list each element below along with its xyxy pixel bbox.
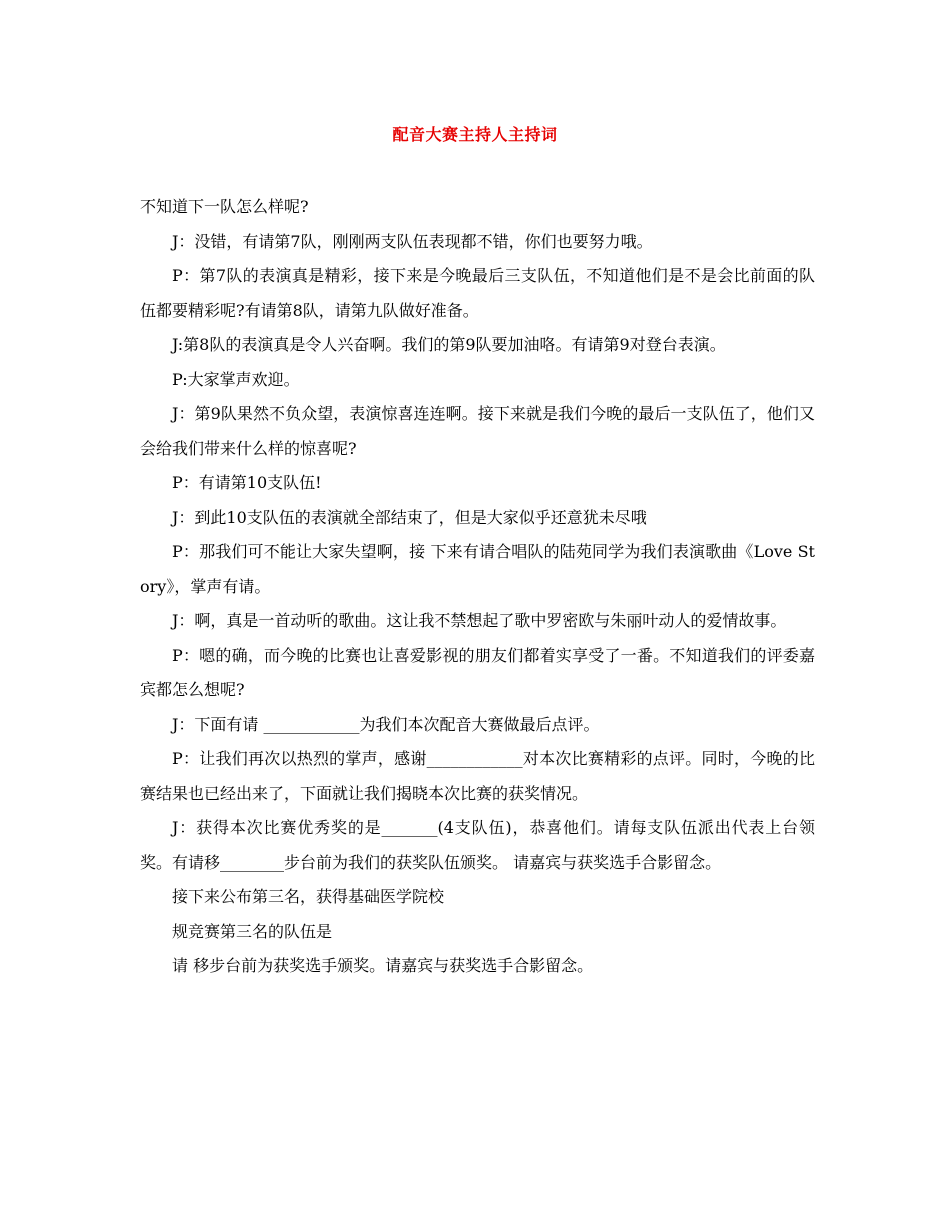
paragraph: P：嗯的确，而今晚的比赛也让喜爱影视的朋友们都着实享受了一番。不知道我们的评委嘉宾都怎么想呢? bbox=[140, 645, 815, 699]
paragraph: P：让我们再次以热烈的掌声，感谢____________对本次比赛精彩的点评。同时，今晚的比赛结果也已经出来了，下面就让我们揭晓本次比赛的获奖情况。 bbox=[140, 749, 815, 803]
paragraph: J：到此10支队伍的表演就全部结束了，但是大家似乎还意犹未尽哦 bbox=[172, 507, 647, 527]
paragraph: 规竞赛第三名的队伍是 bbox=[172, 921, 333, 941]
paragraph: J：第9队果然不负众望，表演惊喜连连啊。接下来就是我们今晚的最后一支队伍了，他们又会给我们带来什么样的惊喜呢? bbox=[140, 404, 815, 458]
paragraph: P：有请第10支队伍! bbox=[172, 473, 322, 492]
paragraph: 接下来公布第三名，获得基础医学院校 bbox=[172, 887, 445, 906]
paragraph: 不知道下一队怎么样呢? bbox=[140, 197, 309, 216]
paragraph: P：第7队的表演真是精彩，接下来是今晚最后三支队伍，不知道他们是不是会比前面的队伍都要精彩呢?有请第8队，请第九队做好准备。 bbox=[140, 266, 815, 320]
paragraph: J：啊，真是一首动听的歌曲。这让我不禁想起了歌中罗密欧与朱丽叶动人的爱情故事。 bbox=[172, 611, 787, 630]
paragraph: 请 移步台前为获奖选手颁奖。请嘉宾与获奖选手合影留念。 bbox=[172, 956, 594, 975]
paragraph: P:大家掌声欢迎。 bbox=[172, 369, 300, 389]
document-title: 配音大赛主持人主持词 bbox=[392, 125, 558, 144]
paragraph: J:第8队的表演真是令人兴奋啊。我们的第9队要加油咯。有请第9对登台表演。 bbox=[172, 335, 726, 354]
paragraph: J：没错，有请第7队，刚刚两支队伍表现都不错，你们也要努力哦。 bbox=[172, 231, 653, 251]
paragraph: J：获得本次比赛优秀奖的是_______(4支队伍)，恭喜他们。请每支队伍派出代表上台领奖。有请移________步台前为我们的获奖队伍颁奖。 请嘉宾与获奖选手合影留念。 bbox=[140, 818, 815, 872]
document-body bbox=[140, 190, 815, 984]
paragraph: P：那我们可不能让大家失望啊，接 下来有请合唱队的陆苑同学为我们表演歌曲《Love Story》，掌声有请。 bbox=[140, 542, 815, 596]
paragraph: J：下面有请 ____________为我们本次配音大赛做最后点评。 bbox=[172, 714, 600, 734]
